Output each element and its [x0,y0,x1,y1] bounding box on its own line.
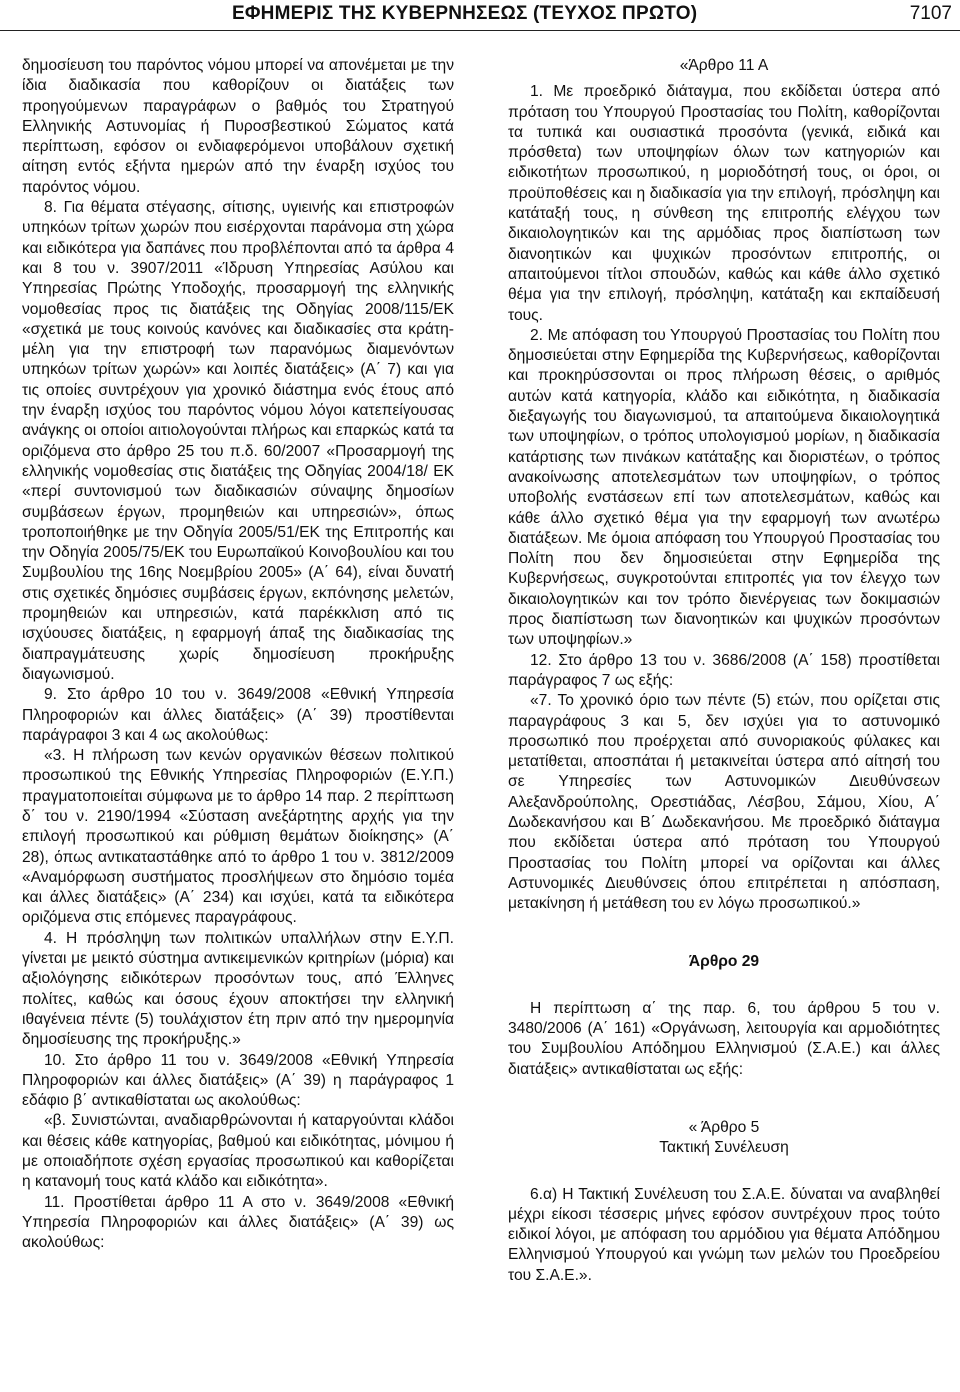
left-column [22,56,454,1254]
article-5-heading: « Άρθρο 5 [688,1118,760,1136]
gazette-title: ΕΦΗΜΕΡΙΣ ΤΗΣ ΚΥΒΕΡΝΗΣΕΩΣ (ΤΕΥΧΟΣ ΠΡΩΤΟ) [232,3,698,24]
article-11a-heading: «Άρθρο 11 Α [679,57,769,74]
spacer [508,1159,940,1185]
paragraph-continuation: δημοσίευση του παρόντος νόμου μπορεί να απονέμεται με την ίδια διαδικασία που καθορίζουν οι διατάξεις των προηγούμενων παραγράφων ο βαθμός του Στρατηγού Ελληνικής Αστυνομίας ή Πυροσβεστικού Σώματος κατά περίπτωση, εφόσον οι ενδιαφερόμενοι υποβάλουν σχετική αίτηση εντός εξήντα ημερών από την έναρξη ισχύος του παρόντος νόμου. [22,57,454,196]
article-11a-para-1: 1. Με προεδρικό διάταγμα, που εκδίδεται ύστερα από πρόταση του Υπουργού Προστασίας του Πολίτη, καθορίζονται τα τυπικά και ουσιαστικά προσόντα (γενικά, ειδικά και πρόσθετα) των υποψηφίων όλων των κατηγοριών και ειδικοτήτων προσωπικού, η μοριοδότησή τους, οι όροι, οι προϋποθέσεις και η διαδικασία για την επιλογή, πρόσληψη και κατάταξή τους, η σύνθεση της επιτροπής ελέγχου των δικαιολογητικών και της αρμόδιας προς διαπίστωση των διανοητικών και ψυχικών προσόντων επιτροπής, οι απαιτούμενοι τίτλοι σπουδών, καθώς και κάθε άλλο σχετικό θέμα για την επιλογή, πρόσληψη, κατάταξη και εκπαίδευσή τους. [508,83,940,324]
page-header [0,0,960,36]
spacer [508,1080,940,1118]
paragraph-item-9-para-4: 4. Η πρόσληψη των πολιτικών υπαλλήλων στην Ε.Υ.Π. γίνεται με μεικτό σύστημα αντικειμενικών κριτηρίων (μόρια) και αξιολόγησης ειδικότερων προσόντων τους, από Έλληνες πολίτες, καθώς και όσους έχουν αποκτήσει την ελληνική ιθαγένεια πέντε (5) τουλάχιστον έτη πριν από την ημερομηνία δημοσίευσης της προκήρυξης.» [22,929,454,1049]
paragraph-item-10-sub-b: «β. Συνιστώνται, αναδιαρθρώνονται ή καταργούνται κλάδοι και θέσεις κάθε κατηγορίας, βαθμού και ειδικότητας, μόνιμου ή με οποιαδήποτε σχέση εργασίας προσωπικού και καθορίζεται η κατανομή τους κατά κλάδο και ειδικότητα». [22,1112,454,1191]
article-5-subheading: Τακτική Συνέλευση [659,1139,789,1157]
article-5-text: 6.α) Η Τακτική Συνέλευση του Σ.Α.Ε. δύναται να αναβληθεί μέχρι είκοσι τέσσερις μήνες εφόσον συντρέχουν προς τούτο ειδικοί λόγοι, με απόφαση του αρμόδιου για θέματα Απόδημου Ελληνισμού Υπουργού και γνώμη των μελών του Προεδρείου του Σ.Α.Ε.». [508,1185,940,1284]
paragraph-item-10: 10. Στο άρθρο 11 του ν. 3649/2008 «Εθνική Υπηρεσία Πληροφοριών και άλλες διατάξεις» (Α΄ 39) η παράγραφος 1 εδάφιο β΄ αντικαθίσταται ως ακολούθως: [22,1051,454,1110]
header-divider [0,30,960,31]
paragraph-item-8: 8. Για θέματα στέγασης, σίτισης, υγιεινής και επιστροφών υπηκόων τρίτων χωρών που εισέρχονται παράνομα στη χώρα και ειδικότερα για δαπάνες που προβλέπονται από τα άρθρα 4 και 8 του ν. 3907/2011 «Ίδρυση Υπηρεσίας Ασύλου και Υπηρεσίας Πρώτης Υποδοχής, προσαρμογή της ελληνικής νομοθεσίας προς τις διατάξεις της Οδηγίας 2008/115/ΕΚ «σχετικά με τους κοινούς κανόνες και διαδικασίες στα κράτη-μέλη για την επιστροφή των παρανόμως διαμενόντων υπηκόων τρίτων χωρών» και λοιπές διατάξεις» (Α΄ 7) και για τις οποίες συντρέχουν για χρονικό διάστημα ενός έτους από την έναρξη ισχύος του παρόντος νόμου λόγοι κατεπείγουσας ανάγκης οι οποίοι αιτιολογούνται πλήρως και επαρκώς κατά τα οριζόμενα στο άρθρο 25 του π.δ. 60/2007 «Προσαρμογή της ελληνικής νομοθεσίας στις διατάξεις της Οδηγίας 2004/18/ ΕΚ «περί συντονισμού των διαδικασιών σύναψης δημοσίων συμβάσεων έργων, προμηθειών και υπηρεσιών», όπως τροποποιήθηκε με την Οδηγία 2005/51/ΕΚ της Επιτροπής και την Οδηγία 2005/75/ΕΚ του Ευρωπαϊκού Κοινοβουλίου και του Συμβουλίου της 16ης Νοεμβρίου 2005» (Α΄ 64), είναι δυνατή στις σχετικές δημόσιες συμβάσεις έργων, εκπόνησης μελετών, προμηθειών και υπηρεσιών, κατά παρέκκλιση από τις ισχύουσες διατάξεις, η εφαρμογή άπαξ της διαδικασίας της διαπραγμάτευσης χωρίς δημοσίευση προκήρυξης διαγωνισμού. [22,199,454,683]
page-number: 7107 [909,3,952,24]
paragraph-item-11: 11. Προστίθεται άρθρο 11 Α στο ν. 3649/2008 «Εθνική Υπηρεσία Πληροφοριών και άλλες διατάξεις» (Α΄ 39) ως ακολούθως: [22,1193,454,1252]
spacer [508,973,940,999]
paragraph-item-9: 9. Στο άρθρο 10 του ν. 3649/2008 «Εθνική Υπηρεσία Πληροφοριών και άλλες διατάξεις» (Α΄ 39) προστίθενται παράγραφοι 3 και 4 ως ακολούθως: [22,686,454,744]
paragraph-item-12-para-7: «7. Το χρονικό όριο των πέντε (5) ετών, που ορίζεται στις παραγράφους 3 και 5, δεν ισχύει για το αστυνομικό προσωπικό που προέρχεται από συνοριακούς φύλακες και μετατίθεται, αποσπάται ή μετακινείται ύστερα από αίτησή του σε Υπηρεσίες των Αστυνομικών Διευθύνσεων Αλεξανδρούπολης, Ορεστιάδας, Λέσβου, Σάμου, Χίου, Α΄ Δωδεκανήσου και Β΄ Δωδεκανήσου. Με προεδρικό διάταγμα που εκδίδεται ύστερα από πρόταση του Υπουργού Προστασίας του Πολίτη μπορεί να ορίζονται και άλλες Αστυνομικές Διευθύνσεις όπου επιτρέπεται η απόσπαση, μετακίνηση ή μετάθεση του εν λόγω προσωπικού.» [508,692,940,913]
article-29-heading: Άρθρο 29 [688,953,760,971]
paragraph-item-12: 12. Στο άρθρο 13 του ν. 3686/2008 (Α΄ 158) προστίθεται παράγραφος 7 ως εξής: [508,651,940,689]
right-column [508,56,940,1286]
paragraph-item-9-para-3: «3. Η πλήρωση των κενών οργανικών θέσεων πολιτικού προσωπικού της Εθνικής Υπηρεσίας Πληροφοριών (Ε.Υ.Π.) πραγματοποιείται σύμφωνα με το άρθρο 14 παρ. 2 περίπτωση δ΄ του ν. 2190/1994 «Σύσταση ανεξάρτητης αρχής για την επιλογή προσωπικού και ρύθμιση θεμάτων διοίκησης» (Α΄ 28), όπως αντικαταστάθηκε από το άρθρο 1 του ν. 3812/2009 «Αναμόρφωση συστήματος προσλήψεων στο δημόσιο τομέα και άλλες διατάξεις» (Α΄ 234) και ισχύει, κατά τα ειδικότερα οριζόμενα στις επόμενες παραγράφους. [22,747,454,927]
article-11a-para-2: 2. Με απόφαση του Υπουργού Προστασίας του Πολίτη που δημοσιεύεται στην Εφημερίδα της Κυβερνήσεως, καθορίζονται και προκηρύσσονται οι προς πλήρωση θέσεις, ο αριθμός αυτών κατά κατηγορία, κλάδο και ειδικότητα, η διαδικασία διεξαγωγής του διαγωνισμού, τα απαιτούμενα δικαιολογητικά των υποψηφίων, ο τρόπος υπολογισμού μορίων, η διαδικασία κατάρτισης των πινάκων κατάταξης και διοριστέων, ο τρόπος ανακοίνωσης αποτελεσμάτων των υποψηφίων, ο τρόπος υποβολής ενστάσεων επί των αποτελεσμάτων, καθώς και κάθε άλλο σχετικό θέμα για την εφαρμογή των ανωτέρω διατάξεων. Με όμοια απόφαση του Υπουργού Προστασίας του Πολίτη που δεν δημοσιεύεται στην Εφημερίδα της Κυβερνήσεως, συγκροτούνται επιτροπές για τον έλεγχο των δικαιολογητικών και τον τρόπο διενέργειας των δοκιμασιών προς διαπίστωση των διανοητικών και ψυχικών προσόντων των υποψηφίων.» [508,326,940,649]
spacer [508,914,940,952]
article-29-intro: Η περίπτωση α΄ της παρ. 6, του άρθρου 5 του ν. 3480/2006 (Α΄ 161) «Οργάνωση, λειτουργία και αρμοδιότητες του Συμβουλίου Απόδημου Ελληνισμού (Σ.Α.Ε.) και άλλες διατάξεις» αντικαθίσταται ως εξής: [508,999,940,1078]
